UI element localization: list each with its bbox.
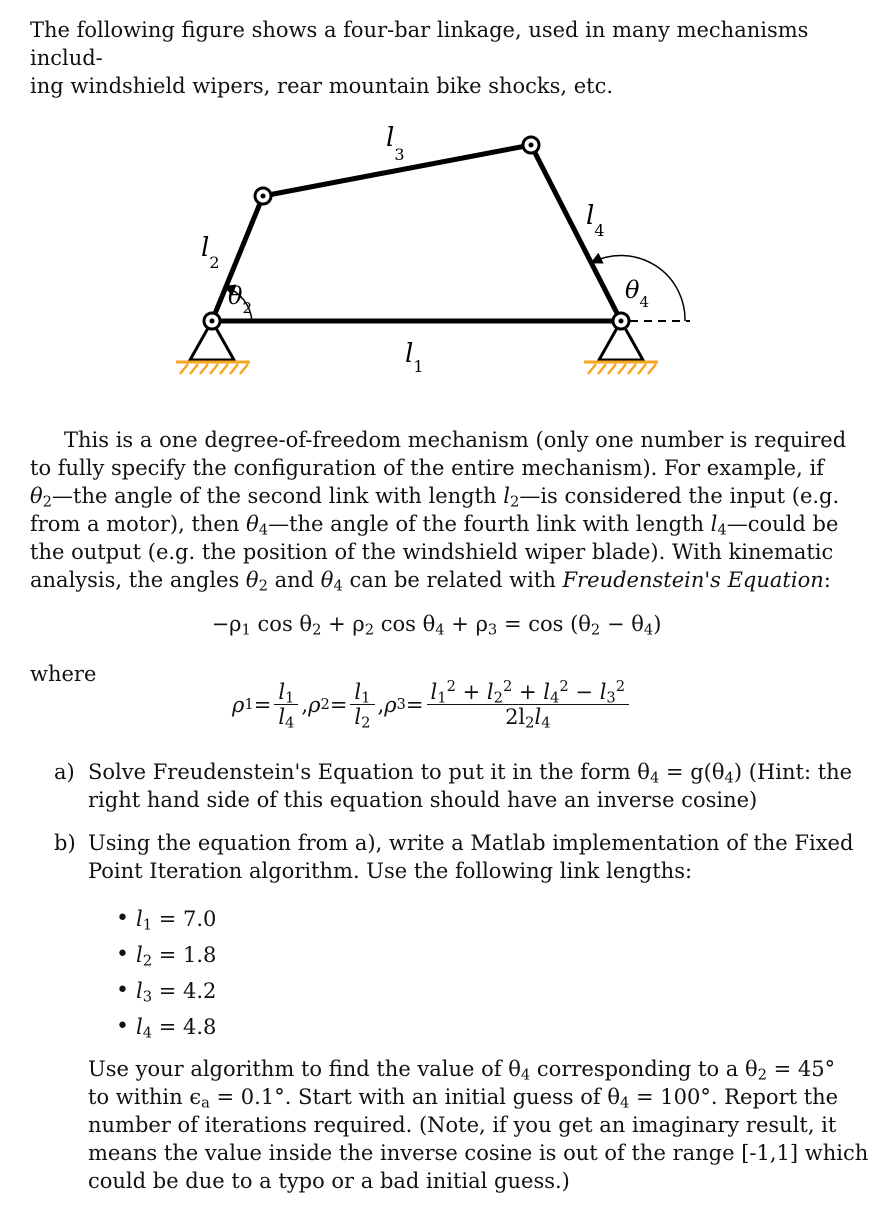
- joint-b: [255, 188, 271, 204]
- question-a: a) Solve Freudenstein's Equation to put it in the form $\theta_4 = g(\theta_4)$ (Hint: the right hand side of this equation should have an inverse cosine): [54, 760, 853, 812]
- rho1-fraction: $\frac{l_1}{l_4}$: [274, 680, 298, 729]
- rho3-fraction: $\frac{l_1^2 + l_2^2 + l_4^2 - l_3^2}{2l_2l_4}$: [427, 680, 630, 729]
- question-a-label: a): [54, 760, 75, 784]
- question-b-label: b): [54, 831, 76, 855]
- list-item: • $l_4 = 4.8$: [116, 1009, 216, 1045]
- joint-d: [613, 313, 629, 329]
- four-bar-linkage-figure: [0, 0, 873, 400]
- label-l4: $l_4$: [586, 201, 605, 240]
- intro-line-1: The following figure shows a four-bar linkage, used in many mechanisms includ-: [30, 18, 809, 70]
- instructions-paragraph: Use your algorithm to find the value of $\theta_4$ corresponding to a $\theta_2 = 45^\circ$ to within $\epsilon_a = 0.1^\circ$. Start with an initial guess of $\theta_4 = 100^\circ$. Report the number of iterations required. (Note, if you get an imaginary result, it means the value inside the inverse cosine is out of the range [-1,1] which could be due to a typo or a bad initial guess.): [88, 1057, 869, 1193]
- label-l1: $l_1$: [405, 339, 424, 376]
- where-label: where: [30, 662, 97, 686]
- joint-a: [204, 313, 220, 329]
- joint-c: [523, 137, 539, 153]
- label-theta4: $\theta_4$: [625, 276, 649, 311]
- list-item: • $l_1 = 7.0$: [116, 901, 216, 937]
- link-lengths-list: [116, 901, 216, 1045]
- freudenstein-equation: $-\rho_1$ $\cos \theta_2 + \rho_2$ $\cos \theta_4 + \rho_3 = \cos (\theta_2 - \theta_4)$: [211, 612, 662, 639]
- intro-line-2: ing windshield wipers, rear mountain bike shocks, etc.: [30, 74, 614, 98]
- label-l3: $l_3$: [386, 123, 405, 164]
- question-b: b) Using the equation from a), write a Matlab implementation of the Fixed Point Iteration algorithm. Use the following link lengths:: [54, 831, 854, 883]
- rho2-fraction: $\frac{l_1}{l_2}$: [350, 680, 374, 729]
- rho-definitions: ρ 1 = $\frac{l_1}{l_4}$ , ρ 2 = $\frac{l_1}{l_2}$ , ρ 3 = $\frac{l_1^2 + l_2^2 + l_4^2 - l_3^2}{2l_2l_4}$: [232, 680, 632, 729]
- label-l2: $l_2$: [201, 233, 220, 272]
- list-item: • $l_2 = 1.8$: [116, 937, 216, 973]
- label-theta2: $\theta_2$: [228, 282, 252, 317]
- link-l4: [531, 145, 621, 321]
- description-paragraph: This is a one degree-of-freedom mechanism (only one number is required to fully specify the configuration of the entire mechanism). For example, if $\theta_2—the$ angle of the second link with length $l_2—is$ considered the input (e.g. from a motor), then $\theta_4—the$ angle of the fourth link with length $l_4—could$ be the output (e.g. the position of the windshield wiper blade). With kinematic analysis, the angles $\theta_2$ and $\theta_4$ can be related with Freudenstein's Equation:: [30, 428, 847, 595]
- list-item: • $l_3 = 4.2$: [116, 973, 216, 1009]
